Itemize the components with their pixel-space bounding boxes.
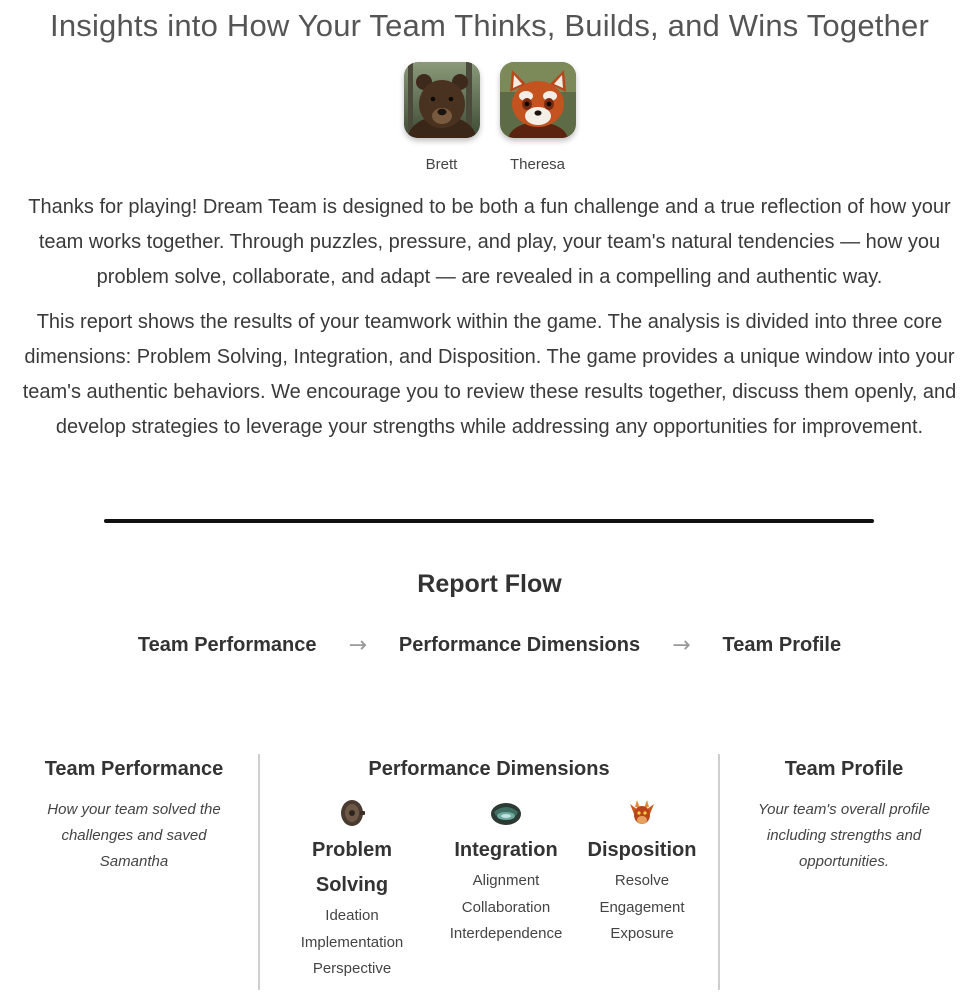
arrow-right-icon: → [672, 633, 691, 658]
arrow-right-icon: → [348, 633, 367, 658]
player-theresa [500, 62, 576, 173]
dimension-name: Integration [454, 839, 558, 861]
player-name: Brett [425, 156, 458, 173]
team-profile-title: Team Profile [784, 758, 904, 780]
report-flow-steps [0, 633, 979, 658]
page-title: Insights into How Your Team Thinks, Builds, and Wins Together [50, 8, 929, 43]
team-performance-section [30, 758, 238, 875]
column-divider [258, 754, 260, 990]
shield-icon [277, 798, 427, 828]
player-avatars [0, 62, 979, 173]
flow-step-performance-dimensions: Performance Dimensions [398, 634, 641, 656]
helmet-icon [431, 798, 581, 828]
dimension-item: Interdependence [449, 925, 563, 942]
section-divider [104, 519, 874, 523]
dimension-item: Alignment [472, 872, 540, 889]
dimension-item: Exposure [610, 925, 674, 942]
flow-step-team-performance: Team Performance [137, 634, 317, 656]
report-flow-title: Report Flow [417, 570, 562, 598]
flow-step-team-profile: Team Profile [722, 634, 842, 656]
dimension-integration [431, 798, 581, 948]
dimension-name: Disposition [587, 839, 697, 861]
dimension-item: Collaboration [461, 898, 551, 916]
column-divider [718, 754, 720, 990]
intro-paragraph-1: Thanks for playing! Dream Team is designed to be both a fun challenge and a true reflection of how your team works together. Through puzzles, pressure, and play, your team's natural tendencies — how you problem solve, collaborate, and adapt — are revealed in a compelling and authentic way. [28, 196, 951, 288]
player-name: Theresa [509, 156, 566, 173]
dimension-name: Problem Solving [311, 839, 393, 896]
intro-paragraph-2: This report shows the results of your teamwork within the game. The analysis is divided into three core dimensions: Problem Solving, Integration, and Disposition. The game provides a unique window into your team's authentic behaviors. We encourage you to review these results together, discuss them openly, and develop strategies to leverage your strengths while addressing any opportunities for improvement. [22, 311, 957, 438]
team-performance-desc: How your team solved the challenges and saved Samantha [47, 801, 221, 870]
bear-avatar-icon [404, 62, 480, 138]
dimension-item: Ideation [325, 907, 379, 924]
dragon-icon [567, 798, 717, 828]
dimension-item: Engagement [599, 898, 685, 916]
team-performance-title: Team Performance [44, 758, 224, 780]
team-profile-section [740, 758, 948, 875]
dimension-disposition [567, 798, 717, 948]
dimension-item: Perspective [312, 960, 392, 977]
performance-dimensions-title: Performance Dimensions [368, 758, 610, 780]
performance-dimensions-section [260, 758, 718, 977]
dimension-item: Implementation [300, 933, 404, 951]
team-profile-desc: Your team's overall profile including strengths and opportunities. [757, 801, 931, 870]
red-panda-avatar-icon [500, 62, 576, 138]
dimension-problem-solving [277, 798, 427, 983]
dimension-item: Resolve [614, 872, 670, 889]
player-brett [404, 62, 480, 173]
